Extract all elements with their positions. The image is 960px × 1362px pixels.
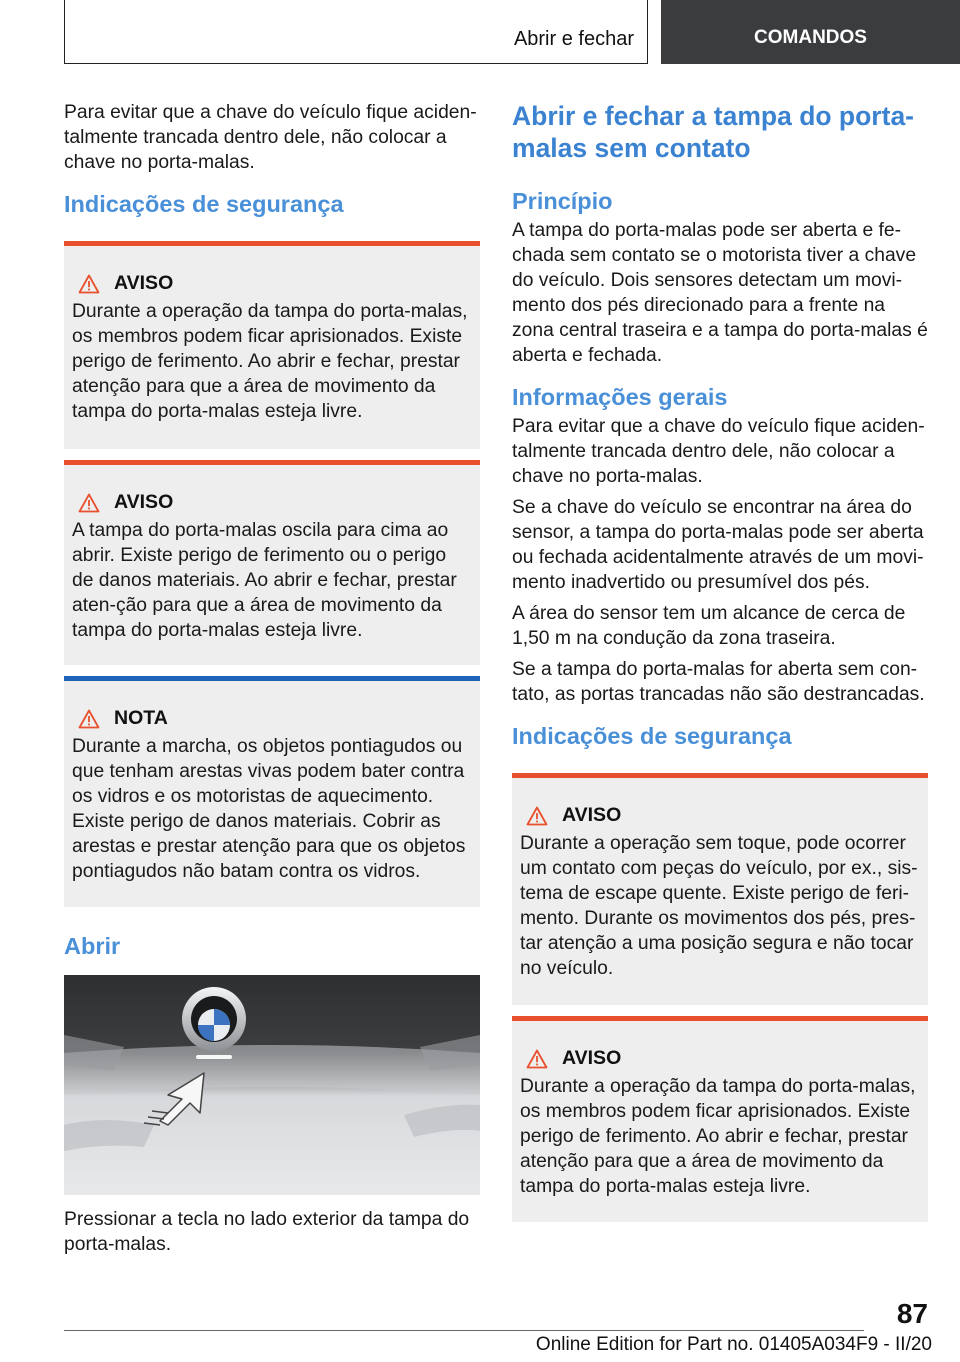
header-section-title: Abrir e fechar	[513, 28, 634, 50]
warning-label: AVISO	[114, 272, 174, 294]
info-paragraph: Para evitar que a chave do veículo fique aciden-talmente trancada dentro dele, não colocar a chave no porta-malas.	[512, 416, 925, 487]
warning-text: Durante a operação da tampa do porta-malas, os membros podem ficar aprisionados. Existe perigo de ferimento. Ao abrir e fechar, prestar atenção para que a área de movimento da tampa do porta-malas esteja livre.	[72, 301, 468, 422]
right-safety-heading: Indicações de segurança	[512, 723, 792, 749]
notice-text: Durante a marcha, os objetos pontiagudos ou que tenham arestas vivas podem bater contra os vidros e os motoristas de aquecimento. Existe perigo de danos materiais. Cobrir as arestas e prestar atenção para que os objetos pontiagudos não batam contra os vidros.	[72, 736, 466, 882]
warning-label: AVISO	[114, 491, 174, 513]
warning-triangle-icon	[78, 493, 100, 513]
warning-text: A tampa do porta-malas oscila para cima ao abrir. Existe perigo de ferimento ou o perigo de danos materiais. Ao abrir e fechar, prestar aten-ção para que a área de movimento da tampa do porta-malas esteja livre.	[72, 520, 457, 641]
notice-label: NOTA	[114, 707, 168, 729]
figure-caption: Pressionar a tecla no lado exterior da tampa do porta-malas.	[64, 1209, 470, 1255]
warning-triangle-icon	[78, 274, 100, 294]
warning-triangle-icon	[526, 1049, 548, 1069]
warning-note	[64, 460, 480, 665]
notice-note	[64, 676, 480, 907]
trunk-lid-illustration	[64, 975, 480, 1195]
right-column	[512, 100, 928, 1222]
open-heading: Abrir	[64, 933, 121, 959]
warning-note	[512, 773, 928, 1005]
page-number: 87	[896, 1298, 928, 1329]
section-title: Abrir e fechar a tampa do porta-malas sem contato	[512, 101, 915, 163]
info-paragraph: Se a chave do veículo se encontrar na área do sensor, a tampa do porta-malas pode ser aberta ou fechada acidentalmente através de um movi-mento inadvertido ou presumível dos pés.	[512, 497, 924, 593]
warning-label: AVISO	[562, 804, 622, 826]
info-paragraph: A área do sensor tem um alcance de cerca de 1,50 m na condução da zona traseira.	[512, 603, 906, 649]
principle-heading: Princípio	[512, 188, 613, 214]
warning-note	[512, 1016, 928, 1222]
left-column	[64, 100, 480, 1263]
header-chapter-tab	[661, 0, 960, 64]
left-intro-text: Para evitar que a chave do veículo fique aciden-talmente trancada dentro dele, não colocar a chave no porta-malas.	[64, 102, 477, 173]
trunk-button-figure	[64, 975, 480, 1195]
warning-triangle-icon	[78, 709, 100, 729]
footer-divider	[64, 1330, 864, 1331]
warning-triangle-icon	[526, 806, 548, 826]
footer-edition: Online Edition for Part no. 01405A034F9 - II/20	[535, 1334, 932, 1355]
warning-text: Durante a operação sem toque, pode ocorrer um contato com peças do veículo, por ex., sis-tema de escape quente. Existe perigo de feri-mento. Durante os movimentos dos pés, pres-tar atenção a uma posição segura e não tocar no veículo.	[520, 833, 918, 979]
info-heading: Informações gerais	[512, 384, 728, 410]
principle-text: A tampa do porta-malas pode ser aberta e fe-chada sem contato se o motorista tiver a chave do veículo. Dois sensores detectam um movi-mento dos pés direcionado para a frente na zona central traseira e a tampa do porta-malas é aberta e fechada.	[512, 220, 928, 366]
left-safety-heading: Indicações de segurança	[64, 191, 344, 217]
warning-label: AVISO	[562, 1047, 622, 1069]
header-section-box	[64, 0, 648, 64]
warning-text: Durante a operação da tampa do porta-malas, os membros podem ficar aprisionados. Existe perigo de ferimento. Ao abrir e fechar, prestar atenção para que a área de movimento da tampa do porta-malas esteja livre.	[520, 1076, 916, 1197]
header-chapter-label: COMANDOS	[754, 27, 867, 48]
warning-note	[64, 241, 480, 449]
info-paragraph: Se a tampa do porta-malas for aberta sem con-tato, as portas trancadas não são destrancadas.	[512, 659, 925, 705]
